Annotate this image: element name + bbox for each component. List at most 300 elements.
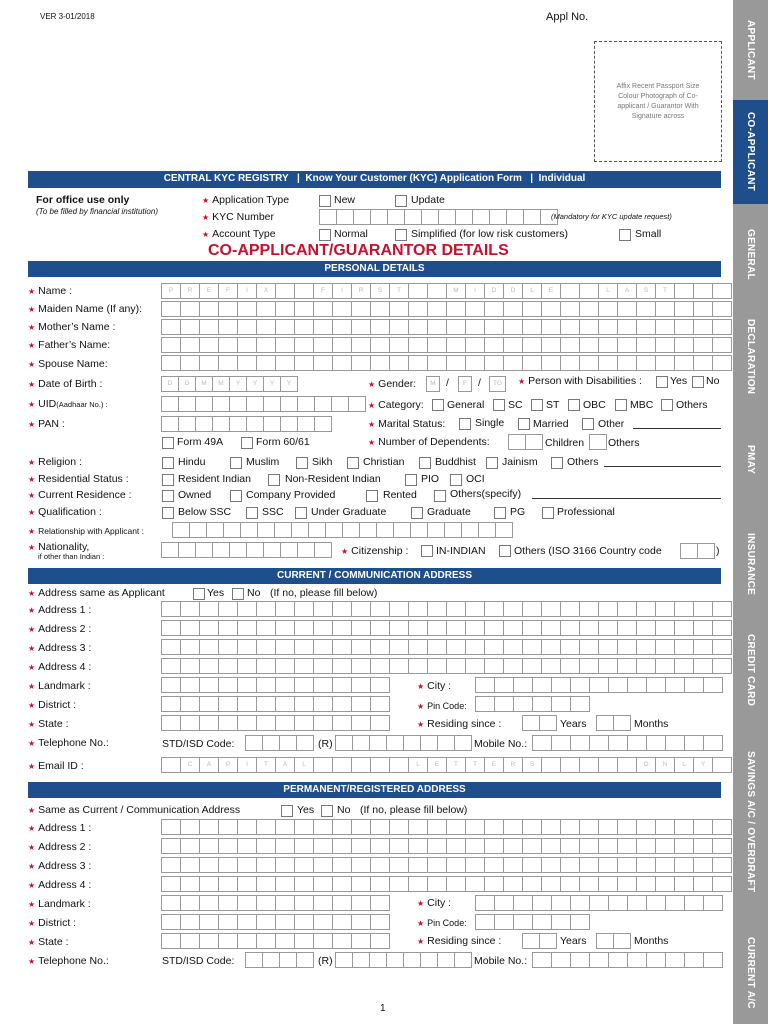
- char-box[interactable]: [256, 876, 276, 892]
- char-box[interactable]: [180, 677, 200, 693]
- cur-landline-boxes[interactable]: [335, 735, 471, 751]
- char-box[interactable]: [465, 319, 485, 335]
- char-box[interactable]: [427, 355, 447, 371]
- char-box[interactable]: [570, 914, 590, 930]
- char-box[interactable]: [598, 838, 618, 854]
- tab-applicant[interactable]: APPLICANT: [745, 20, 756, 80]
- char-box[interactable]: [627, 952, 647, 968]
- char-box[interactable]: [438, 209, 456, 225]
- char-box[interactable]: [551, 696, 571, 712]
- char-box[interactable]: [636, 876, 656, 892]
- disability-yes-checkbox[interactable]: [656, 376, 668, 388]
- char-box[interactable]: [199, 601, 219, 617]
- char-box[interactable]: [404, 209, 422, 225]
- char-box[interactable]: [636, 857, 656, 873]
- char-box[interactable]: [598, 658, 618, 674]
- char-box[interactable]: [570, 735, 590, 751]
- char-box[interactable]: [674, 283, 694, 299]
- char-box[interactable]: [465, 355, 485, 371]
- religion-others-checkbox[interactable]: [551, 457, 563, 469]
- char-box[interactable]: [523, 209, 541, 225]
- char-box[interactable]: [275, 355, 295, 371]
- char-box[interactable]: [275, 639, 295, 655]
- char-box[interactable]: [294, 715, 314, 731]
- char-box[interactable]: [332, 819, 352, 835]
- char-box[interactable]: [503, 819, 523, 835]
- qual-ug-checkbox[interactable]: [295, 507, 307, 519]
- char-box[interactable]: [408, 838, 428, 854]
- char-box[interactable]: [408, 658, 428, 674]
- char-box[interactable]: [389, 337, 409, 353]
- others-country-checkbox[interactable]: [499, 545, 511, 557]
- qual-professional-checkbox[interactable]: [542, 507, 554, 519]
- char-box[interactable]: [237, 857, 257, 873]
- char-box[interactable]: [598, 620, 618, 636]
- char-box[interactable]: [684, 952, 704, 968]
- resident-indian-checkbox[interactable]: [162, 474, 174, 486]
- char-box[interactable]: [636, 301, 656, 317]
- char-box[interactable]: [522, 620, 542, 636]
- char-box[interactable]: [389, 757, 409, 773]
- char-box[interactable]: [313, 355, 333, 371]
- char-box[interactable]: [294, 696, 314, 712]
- char-box[interactable]: [636, 838, 656, 854]
- char-box[interactable]: [646, 952, 666, 968]
- char-box[interactable]: [279, 735, 297, 751]
- char-box[interactable]: [541, 355, 561, 371]
- char-box[interactable]: [712, 857, 732, 873]
- char-box[interactable]: [199, 696, 219, 712]
- char-box[interactable]: [503, 337, 523, 353]
- char-box[interactable]: [503, 658, 523, 674]
- char-box[interactable]: [665, 952, 685, 968]
- char-box[interactable]: R: [503, 757, 523, 773]
- char-box[interactable]: [229, 416, 247, 432]
- char-box[interactable]: [693, 601, 713, 617]
- char-box[interactable]: [189, 522, 207, 538]
- char-box[interactable]: [503, 319, 523, 335]
- char-box[interactable]: [237, 715, 257, 731]
- char-box[interactable]: E: [199, 283, 219, 299]
- char-box[interactable]: [636, 337, 656, 353]
- char-box[interactable]: [389, 601, 409, 617]
- char-box[interactable]: [275, 601, 295, 617]
- char-box[interactable]: [275, 876, 295, 892]
- char-box[interactable]: [636, 639, 656, 655]
- char-box[interactable]: [674, 658, 694, 674]
- char-box[interactable]: [332, 876, 352, 892]
- char-box[interactable]: [506, 209, 524, 225]
- char-box[interactable]: [199, 914, 219, 930]
- char-box[interactable]: E: [541, 283, 561, 299]
- char-box[interactable]: [693, 355, 713, 371]
- char-box[interactable]: [532, 914, 552, 930]
- char-box[interactable]: [389, 876, 409, 892]
- char-box[interactable]: [297, 416, 315, 432]
- tab-savings[interactable]: SAVINGS A/C / OVERDRAFT: [745, 751, 756, 893]
- same-as-applicant-no-checkbox[interactable]: [232, 588, 244, 600]
- char-box[interactable]: [237, 876, 257, 892]
- char-box[interactable]: [206, 522, 224, 538]
- tab-declaration[interactable]: DECLARATION: [745, 319, 756, 395]
- char-box[interactable]: [332, 601, 352, 617]
- char-box[interactable]: [465, 838, 485, 854]
- char-box[interactable]: [646, 895, 666, 911]
- char-box[interactable]: [218, 319, 238, 335]
- char-box[interactable]: [712, 319, 732, 335]
- char-box[interactable]: [655, 876, 675, 892]
- char-box[interactable]: [161, 933, 181, 949]
- char-box[interactable]: [551, 677, 571, 693]
- char-box[interactable]: [608, 735, 628, 751]
- char-box[interactable]: [257, 522, 275, 538]
- char-box[interactable]: [370, 876, 390, 892]
- char-box[interactable]: [522, 838, 542, 854]
- char-box[interactable]: [313, 819, 333, 835]
- char-box[interactable]: [275, 658, 295, 674]
- char-box[interactable]: [446, 337, 466, 353]
- char-box[interactable]: [275, 715, 295, 731]
- char-box[interactable]: [313, 696, 333, 712]
- char-box[interactable]: [332, 620, 352, 636]
- char-box[interactable]: [712, 658, 732, 674]
- char-box[interactable]: [596, 715, 614, 731]
- char-box[interactable]: Y: [246, 376, 264, 392]
- char-box[interactable]: [478, 522, 496, 538]
- char-box[interactable]: [280, 416, 298, 432]
- char-box[interactable]: [484, 355, 504, 371]
- char-box[interactable]: [427, 283, 447, 299]
- char-box[interactable]: [541, 337, 561, 353]
- char-box[interactable]: [427, 838, 447, 854]
- char-box[interactable]: L: [294, 757, 314, 773]
- char-box[interactable]: [541, 639, 561, 655]
- char-box[interactable]: [408, 639, 428, 655]
- char-box[interactable]: [180, 319, 200, 335]
- char-box[interactable]: [351, 639, 371, 655]
- char-box[interactable]: [579, 819, 599, 835]
- char-box[interactable]: [693, 857, 713, 873]
- char-box[interactable]: X: [256, 283, 276, 299]
- char-box[interactable]: [218, 876, 238, 892]
- char-box[interactable]: [617, 355, 637, 371]
- char-box[interactable]: [570, 952, 590, 968]
- char-box[interactable]: [280, 542, 298, 558]
- char-box[interactable]: [627, 735, 647, 751]
- char-box[interactable]: [541, 876, 561, 892]
- char-box[interactable]: [522, 319, 542, 335]
- char-box[interactable]: [256, 933, 276, 949]
- char-box[interactable]: Y: [263, 376, 281, 392]
- cur-district-boxes[interactable]: [161, 696, 389, 712]
- char-box[interactable]: [246, 396, 264, 412]
- char-box[interactable]: [351, 601, 371, 617]
- residence-others-checkbox[interactable]: [434, 490, 446, 502]
- char-box[interactable]: [703, 895, 723, 911]
- perm-address1-boxes[interactable]: [161, 819, 731, 835]
- children-boxes[interactable]: [508, 434, 542, 450]
- char-box[interactable]: [522, 337, 542, 353]
- char-box[interactable]: [161, 895, 181, 911]
- char-box[interactable]: [161, 301, 181, 317]
- char-box[interactable]: [256, 301, 276, 317]
- char-box[interactable]: I: [332, 283, 352, 299]
- char-box[interactable]: [655, 857, 675, 873]
- char-box[interactable]: [178, 416, 196, 432]
- char-box[interactable]: [262, 735, 280, 751]
- char-box[interactable]: [475, 914, 495, 930]
- char-box[interactable]: [703, 735, 723, 751]
- char-box[interactable]: [237, 319, 257, 335]
- char-box[interactable]: [256, 838, 276, 854]
- char-box[interactable]: [348, 396, 366, 412]
- religion-muslim-checkbox[interactable]: [230, 457, 242, 469]
- char-box[interactable]: [199, 355, 219, 371]
- char-box[interactable]: [525, 434, 543, 450]
- char-box[interactable]: [369, 952, 387, 968]
- char-box[interactable]: [370, 319, 390, 335]
- char-box[interactable]: [617, 876, 637, 892]
- char-box[interactable]: [503, 620, 523, 636]
- char-box[interactable]: [237, 895, 257, 911]
- char-box[interactable]: [541, 757, 561, 773]
- char-box[interactable]: [579, 639, 599, 655]
- char-box[interactable]: [598, 337, 618, 353]
- char-box[interactable]: [199, 819, 219, 835]
- char-box[interactable]: [180, 715, 200, 731]
- char-box[interactable]: [408, 601, 428, 617]
- perm-address2-boxes[interactable]: [161, 838, 731, 854]
- char-box[interactable]: [370, 914, 390, 930]
- char-box[interactable]: [589, 735, 609, 751]
- mother-name-boxes[interactable]: [161, 319, 731, 335]
- char-box[interactable]: [437, 735, 455, 751]
- char-box[interactable]: [256, 337, 276, 353]
- char-box[interactable]: [446, 601, 466, 617]
- char-box[interactable]: [446, 876, 466, 892]
- char-box[interactable]: [314, 396, 332, 412]
- char-box[interactable]: [617, 337, 637, 353]
- char-box[interactable]: [489, 209, 507, 225]
- char-box[interactable]: [161, 819, 181, 835]
- char-box[interactable]: [229, 542, 247, 558]
- char-box[interactable]: [161, 416, 179, 432]
- char-box[interactable]: [370, 301, 390, 317]
- perm-pin-boxes[interactable]: [475, 914, 589, 930]
- char-box[interactable]: [161, 658, 181, 674]
- char-box[interactable]: [617, 639, 637, 655]
- char-box[interactable]: [484, 319, 504, 335]
- char-box[interactable]: [484, 639, 504, 655]
- char-box[interactable]: [351, 876, 371, 892]
- char-box[interactable]: [275, 696, 295, 712]
- char-box[interactable]: [693, 838, 713, 854]
- char-box[interactable]: [465, 620, 485, 636]
- perm-months-boxes[interactable]: [596, 933, 630, 949]
- new-checkbox[interactable]: [319, 195, 331, 207]
- char-box[interactable]: [351, 895, 371, 911]
- char-box[interactable]: [351, 933, 371, 949]
- char-box[interactable]: [313, 677, 333, 693]
- char-box[interactable]: [256, 639, 276, 655]
- char-box[interactable]: [280, 396, 298, 412]
- char-box[interactable]: [351, 319, 371, 335]
- char-box[interactable]: [332, 639, 352, 655]
- char-box[interactable]: [199, 715, 219, 731]
- char-box[interactable]: [195, 396, 213, 412]
- char-box[interactable]: [237, 658, 257, 674]
- char-box[interactable]: [332, 658, 352, 674]
- char-box[interactable]: [386, 735, 404, 751]
- char-box[interactable]: [223, 522, 241, 538]
- char-box[interactable]: [199, 933, 219, 949]
- char-box[interactable]: [180, 620, 200, 636]
- char-box[interactable]: [218, 819, 238, 835]
- char-box[interactable]: [703, 677, 723, 693]
- char-box[interactable]: [370, 337, 390, 353]
- char-box[interactable]: D: [178, 376, 196, 392]
- char-box[interactable]: [256, 355, 276, 371]
- char-box[interactable]: [296, 735, 314, 751]
- char-box[interactable]: [161, 876, 181, 892]
- char-box[interactable]: [370, 639, 390, 655]
- char-box[interactable]: [332, 838, 352, 854]
- char-box[interactable]: [212, 396, 230, 412]
- char-box[interactable]: [693, 283, 713, 299]
- char-box[interactable]: [246, 542, 264, 558]
- char-box[interactable]: [180, 639, 200, 655]
- char-box[interactable]: [332, 757, 352, 773]
- char-box[interactable]: [646, 677, 666, 693]
- residence-others-line[interactable]: [532, 498, 721, 499]
- char-box[interactable]: [693, 819, 713, 835]
- char-box[interactable]: [161, 757, 181, 773]
- char-box[interactable]: [579, 620, 599, 636]
- char-box[interactable]: [161, 677, 181, 693]
- char-box[interactable]: [712, 876, 732, 892]
- perm-address4-boxes[interactable]: [161, 876, 731, 892]
- char-box[interactable]: [335, 735, 353, 751]
- char-box[interactable]: [161, 337, 181, 353]
- spouse-name-boxes[interactable]: [161, 355, 731, 371]
- char-box[interactable]: [336, 209, 354, 225]
- char-box[interactable]: [370, 658, 390, 674]
- char-box[interactable]: [579, 337, 599, 353]
- char-box[interactable]: [446, 301, 466, 317]
- char-box[interactable]: [703, 952, 723, 968]
- char-box[interactable]: [560, 355, 580, 371]
- char-box[interactable]: [484, 658, 504, 674]
- char-box[interactable]: [697, 543, 715, 559]
- char-box[interactable]: [655, 337, 675, 353]
- char-box[interactable]: [560, 857, 580, 873]
- char-box[interactable]: [161, 639, 181, 655]
- char-box[interactable]: [256, 319, 276, 335]
- char-box[interactable]: [218, 301, 238, 317]
- char-box[interactable]: [294, 658, 314, 674]
- char-box[interactable]: [178, 542, 196, 558]
- char-box[interactable]: [294, 857, 314, 873]
- char-box[interactable]: [617, 620, 637, 636]
- char-box[interactable]: [579, 601, 599, 617]
- char-box[interactable]: [674, 319, 694, 335]
- char-box[interactable]: [579, 876, 599, 892]
- char-box[interactable]: [427, 522, 445, 538]
- char-box[interactable]: [522, 715, 540, 731]
- char-box[interactable]: [541, 857, 561, 873]
- gender-tg-box[interactable]: TG: [489, 376, 505, 392]
- char-box[interactable]: [161, 542, 179, 558]
- char-box[interactable]: [313, 895, 333, 911]
- char-box[interactable]: [199, 857, 219, 873]
- char-box[interactable]: [389, 819, 409, 835]
- perm-landmark-boxes[interactable]: [161, 895, 389, 911]
- char-box[interactable]: [351, 620, 371, 636]
- char-box[interactable]: [598, 876, 618, 892]
- char-box[interactable]: [674, 639, 694, 655]
- char-box[interactable]: [408, 876, 428, 892]
- cur-pin-boxes[interactable]: [475, 696, 589, 712]
- char-box[interactable]: [484, 857, 504, 873]
- char-box[interactable]: [421, 209, 439, 225]
- char-box[interactable]: [598, 639, 618, 655]
- char-box[interactable]: [332, 355, 352, 371]
- category-others-checkbox[interactable]: [661, 399, 673, 411]
- char-box[interactable]: [332, 696, 352, 712]
- char-box[interactable]: [294, 876, 314, 892]
- char-box[interactable]: [212, 542, 230, 558]
- char-box[interactable]: [712, 757, 732, 773]
- char-box[interactable]: [513, 914, 533, 930]
- char-box[interactable]: [275, 914, 295, 930]
- char-box[interactable]: [560, 757, 580, 773]
- char-box[interactable]: [503, 639, 523, 655]
- char-box[interactable]: [199, 319, 219, 335]
- char-box[interactable]: [351, 757, 371, 773]
- char-box[interactable]: [161, 857, 181, 873]
- char-box[interactable]: [180, 895, 200, 911]
- char-box[interactable]: [522, 876, 542, 892]
- char-box[interactable]: [617, 601, 637, 617]
- char-box[interactable]: [376, 522, 394, 538]
- category-mbc-checkbox[interactable]: [615, 399, 627, 411]
- char-box[interactable]: [532, 735, 552, 751]
- char-box[interactable]: [370, 895, 390, 911]
- char-box[interactable]: [218, 914, 238, 930]
- char-box[interactable]: [313, 857, 333, 873]
- others-dependents-boxes[interactable]: [589, 434, 606, 450]
- char-box[interactable]: [589, 677, 609, 693]
- char-box[interactable]: [617, 319, 637, 335]
- char-box[interactable]: [693, 319, 713, 335]
- char-box[interactable]: [218, 601, 238, 617]
- char-box[interactable]: [712, 337, 732, 353]
- char-box[interactable]: [275, 819, 295, 835]
- char-box[interactable]: [539, 715, 557, 731]
- char-box[interactable]: [351, 355, 371, 371]
- char-box[interactable]: [218, 337, 238, 353]
- char-box[interactable]: E: [427, 757, 447, 773]
- char-box[interactable]: [314, 416, 332, 432]
- char-box[interactable]: [674, 337, 694, 353]
- char-box[interactable]: [539, 933, 557, 949]
- char-box[interactable]: [353, 209, 371, 225]
- normal-checkbox[interactable]: [319, 229, 331, 241]
- char-box[interactable]: [484, 620, 504, 636]
- char-box[interactable]: [212, 416, 230, 432]
- char-box[interactable]: [522, 658, 542, 674]
- char-box[interactable]: [178, 396, 196, 412]
